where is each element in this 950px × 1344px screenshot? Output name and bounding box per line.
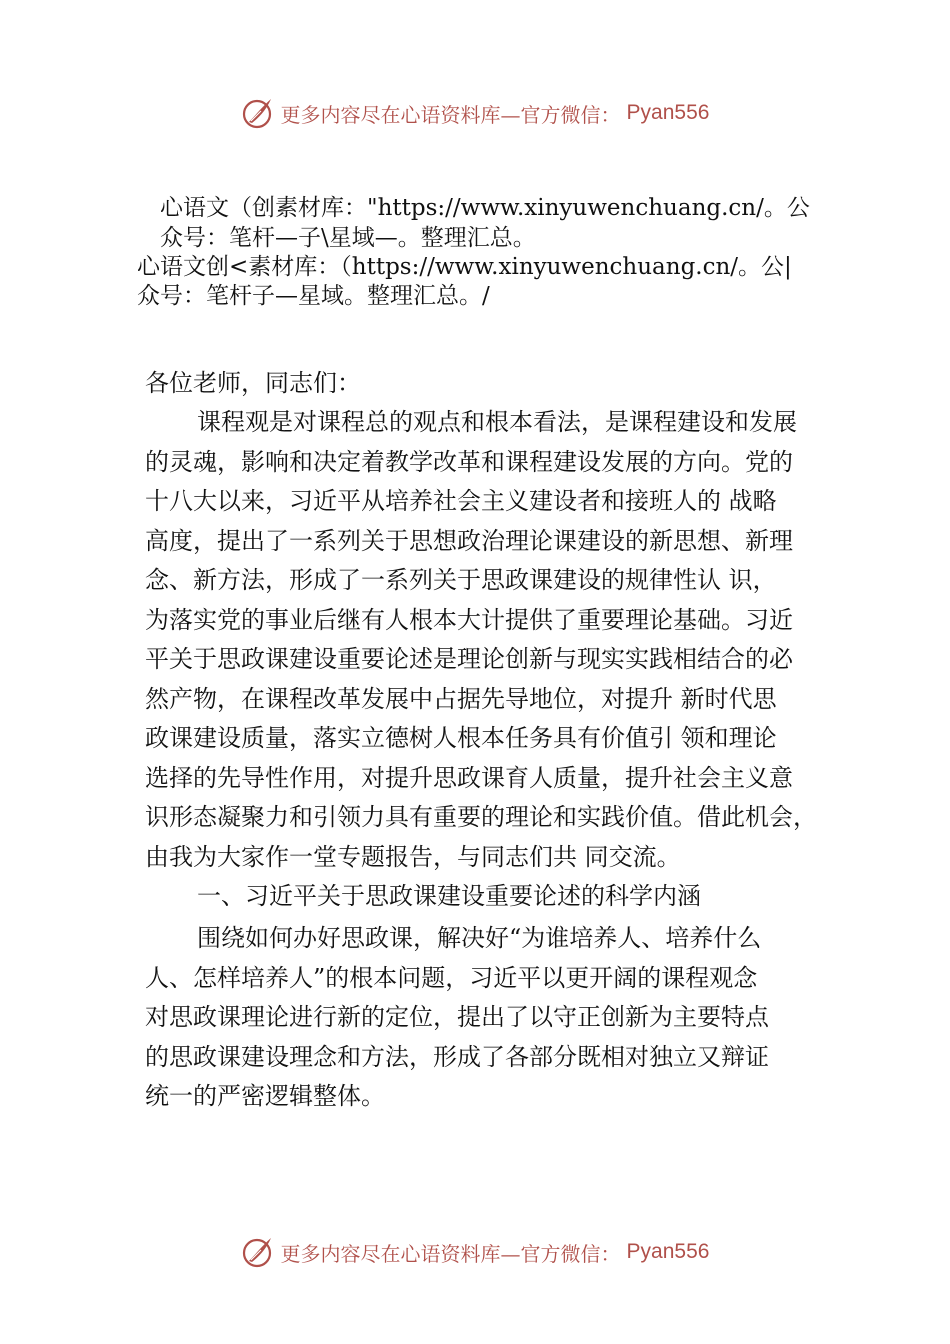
paragraph-line: 围绕如何办好思政课，解决好“为谁培养人、培养什么 xyxy=(197,924,762,952)
quill-logo-icon xyxy=(241,1235,275,1269)
source-line: 众号：笔杆子—星域。整理汇总。/ xyxy=(137,283,490,309)
banner-text: 更多内容尽在心语资料库—官方微信： xyxy=(280,1241,621,1266)
greeting: 各位老师，同志们： xyxy=(145,369,361,397)
banner-contact: Pyan556 xyxy=(626,101,710,124)
header-banner xyxy=(0,93,950,133)
paragraph-line: 人、怎样培养人”的根本问题，习近平以更开阔的课程观念 xyxy=(145,963,758,992)
source-line: 众号：笔杆—子\星域—。整理汇总。 xyxy=(160,225,536,251)
paragraph-line: 课程观是对课程总的观点和根本看法，是课程建设和发展 xyxy=(197,408,797,436)
banner-text: 更多内容尽在心语资料库—官方微信： xyxy=(280,102,621,127)
source-line: 心语文（创素材库："https://www.xinyuwenchuang.cn/。公 xyxy=(160,195,810,221)
paragraph-line: 高度，提出了一系列关于思想政治理论课建设的新思想、新理 xyxy=(145,526,793,555)
paragraph-line: 识形态凝聚力和引领力具有重要的理论和实践价值。借此机会， xyxy=(145,803,817,831)
paragraph-line: 的灵魂，影响和决定着教学改革和课程建设发展的方向。党的 xyxy=(145,447,793,476)
source-line: 心语文创<素材库：（https://www.xinyuwenchuang.cn/。公| xyxy=(137,254,792,280)
quill-logo-icon xyxy=(241,96,275,130)
paragraph-line: 选择的先导性作用，对提升思政课育人质量，提升社会主义意 xyxy=(145,763,793,792)
paragraph-1 xyxy=(145,403,865,877)
paragraph-line: 对思政课理论进行新的定位，提出了以守正创新为主要特点 xyxy=(145,1003,769,1031)
paragraph-line: 统一的严密逻辑整体。 xyxy=(145,1082,385,1110)
paragraph-line: 十八大以来，习近平从培养社会主义建设者和接班人的 战略 xyxy=(145,487,777,515)
paragraph-line: 政课建设质量，落实立德树人根本任务具有价值引 领和理论 xyxy=(145,724,777,752)
paragraph-line: 念、新方法，形成了一系列关于思政课建设的规律性认 识， xyxy=(145,566,777,594)
paragraph-line: 由我为大家作一堂专题报告，与同志们共 同交流。 xyxy=(145,842,681,871)
banner-contact: Pyan556 xyxy=(626,1240,710,1263)
paragraph-line: 为落实党的事业后继有人根本大计提供了重要理论基础。习近 xyxy=(145,605,793,634)
paragraph-line: 然产物，在课程改革发展中占据先导地位，对提升 新时代思 xyxy=(145,684,777,713)
paragraph-2 xyxy=(145,919,865,1117)
section-heading: 一、习近平关于思政课建设重要论述的科学内涵 xyxy=(197,882,701,910)
paragraph-line: 的思政课建设理念和方法，形成了各部分既相对独立又辩证 xyxy=(145,1042,769,1071)
footer-banner xyxy=(0,1232,950,1272)
paragraph-line: 平关于思政课建设重要论述是理论创新与现实实践相结合的必 xyxy=(145,645,793,673)
